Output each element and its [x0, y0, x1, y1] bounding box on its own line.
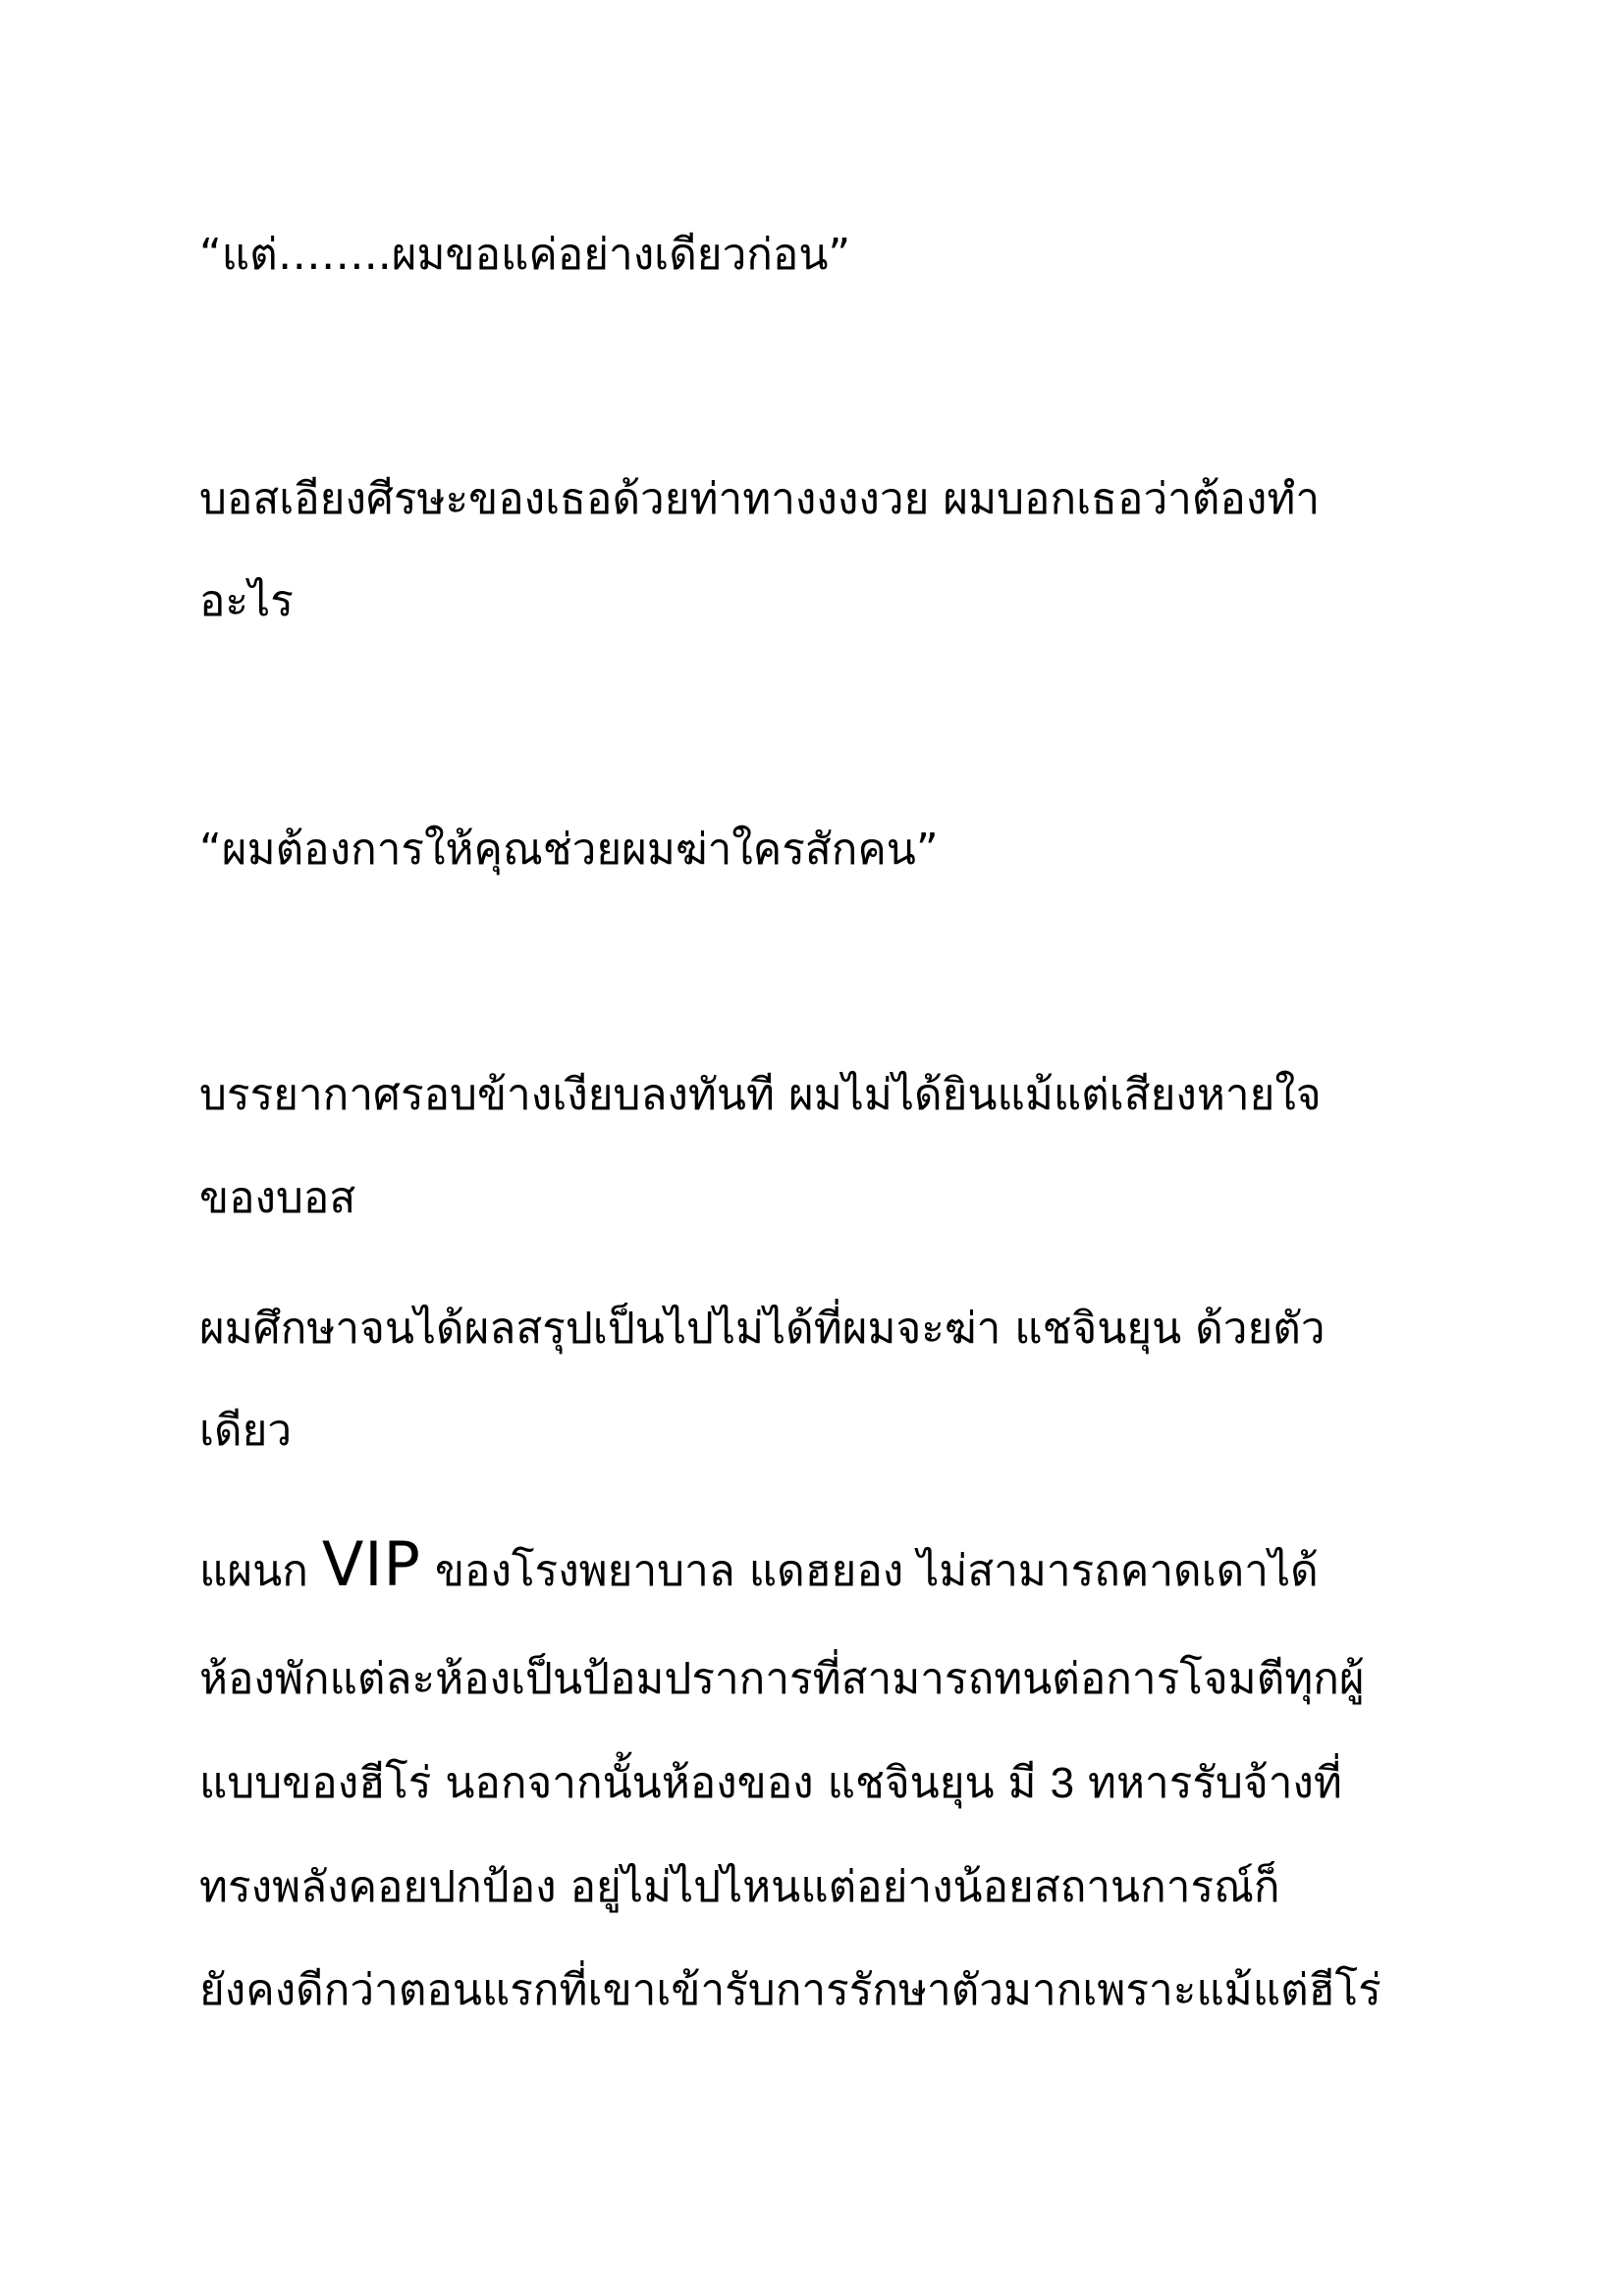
text-segment: แผนก	[199, 1546, 322, 1596]
paragraph-2-line-1: บอสเอียงศีรษะของเธอด้วยท่าทางงงงวย ผมบอกเธอว่าต้องทำ	[199, 474, 1321, 524]
paragraph-4-line-2: ของบอส	[199, 1173, 356, 1223]
paragraph-6-line-5: ยังคงดีกว่าตอนแรกที่เขาเข้ารับการรักษาตัวมากเพราะแม้แต่ฮีโร่	[199, 1965, 1381, 2015]
paragraph-2-line-2: อะไร	[199, 576, 294, 626]
text-segment: แบบของฮีโร่ นอกจากนั้นห้องของ แชจินยุน มี	[199, 1758, 1051, 1808]
paragraph-6-line-4: ทรงพลังคอยปกป้อง อยู่ไม่ไปไหนแต่อย่างน้อยสถานการณ์ก็	[199, 1862, 1280, 1912]
text-segment: ทหารรับจ้างที่	[1074, 1758, 1342, 1808]
paragraph-6-line-2: ห้องพักแต่ละห้องเป็นป้อมปราการที่สามารถทนต่อการโจมตีทุกผู้	[199, 1654, 1365, 1704]
paragraph-5-line-1: ผมศึกษาจนได้ผลสรุปเป็นไปไม่ได้ที่ผมจะฆ่า แชจินยุน ด้วยตัว	[199, 1304, 1326, 1354]
text-segment: ของโรงพยาบาล แดฮยอง ไม่สามารถคาดเดาได้	[420, 1546, 1319, 1596]
paragraph-6-line-3	[199, 1756, 1342, 1811]
number-text: 3	[1050, 1759, 1075, 1807]
paragraph-6-line-1	[199, 1528, 1319, 1600]
vip-text: VIP	[321, 1528, 421, 1600]
paragraph-3-line-1: “ผมต้องการให้คุณช่วยผมฆ่าใครสักคน”	[199, 825, 939, 875]
paragraph-4-line-1: บรรยากาศรอบข้างเงียบลงทันที ผมไม่ได้ยินแม้แต่เสียงหายใจ	[199, 1070, 1322, 1120]
paragraph-1-line-1: “แต่……..ผมขอแค่อย่างเดียวก่อน”	[199, 230, 851, 280]
paragraph-5-line-2: เดียว	[199, 1406, 293, 1456]
